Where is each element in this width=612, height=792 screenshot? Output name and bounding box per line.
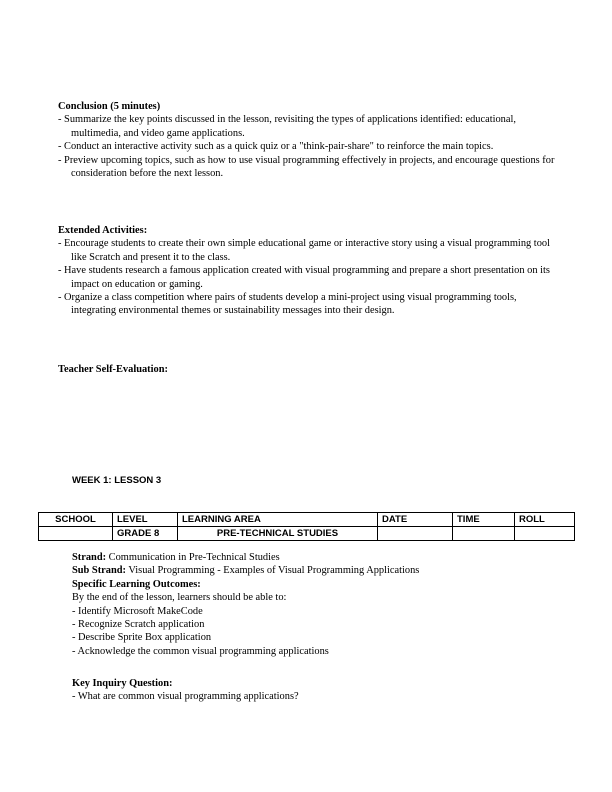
extended-activity-item: - Organize a class competition where pairs of students develop a mini-project using visual programming tools, integrating environmental themes or sustainability messages into their design. [58,292,517,317]
key-inquiry-heading: Key Inquiry Question: [72,678,173,689]
teacher-self-evaluation-heading: Teacher Self-Evaluation: [58,364,168,375]
table-header-learning-area: LEARNING AREA [178,513,378,527]
table-cell-level: GRADE 8 [113,527,178,541]
table-header-level: LEVEL [113,513,178,527]
table-cell-date [378,527,453,541]
key-inquiry-item: - What are common visual programming applications? [72,691,299,703]
strand-label: Strand: [72,552,107,563]
strand-value: Communication in Pre-Technical Studies [106,552,280,563]
outcome-item: - Acknowledge the common visual programming applications [72,645,329,657]
table-cell-learning-area: PRE-TECHNICAL STUDIES [178,527,378,541]
table-cell-school [39,527,113,541]
conclusion-item: - Summarize the key points discussed in the lesson, revisiting the types of applications identified: educational, multimedia, and video game applications. [58,114,516,139]
outcome-item: - Identify Microsoft MakeCode [72,605,203,617]
strand-line [72,551,552,564]
substrand-line [72,564,552,577]
key-inquiry-section [72,677,552,704]
table-header-roll: ROLL [515,513,575,527]
conclusion-item: - Preview upcoming topics, such as how to use visual programming effectively in projects, and encourage questions for consideration before the next lesson. [58,154,555,180]
substrand-label: Sub Strand: [72,565,126,577]
lesson-info-table [38,512,575,541]
extended-activities-heading: Extended Activities: [58,225,148,236]
conclusion-section [58,100,558,180]
table-row [39,527,575,541]
extended-activity-item: - Encourage students to create their own simple educational game or interactive story using a visual programming tool like Scratch and present it to the class. [58,238,550,263]
outcomes-heading: Specific Learning Outcomes: [72,578,201,590]
outcome-item: - Describe Sprite Box application [72,632,212,644]
extended-activity-item: - Have students research a famous application created with visual programming and prepare a short presentation on its impact on education or gaming. [58,265,550,290]
substrand-value: Visual Programming - Examples of Visual Programming Applications [126,565,420,577]
table-header-date: DATE [378,513,453,527]
table-header-school: SCHOOL [39,513,113,527]
extended-activities-section [58,224,558,318]
table-cell-time [453,527,515,541]
outcomes-intro: By the end of the lesson, learners should be able to: [72,592,287,604]
outcome-item: - Recognize Scratch application [72,619,205,631]
conclusion-item: - Conduct an interactive activity such as a quick quiz or a "think-pair-share" to reinforce the main topics. [58,141,494,153]
table-header-time: TIME [453,513,515,527]
table-header-row [39,513,575,527]
table-cell-roll [515,527,575,541]
lesson-details-section [72,551,552,658]
conclusion-heading: Conclusion (5 minutes) [58,101,161,112]
week-lesson-title: WEEK 1: LESSON 3 [72,475,162,486]
